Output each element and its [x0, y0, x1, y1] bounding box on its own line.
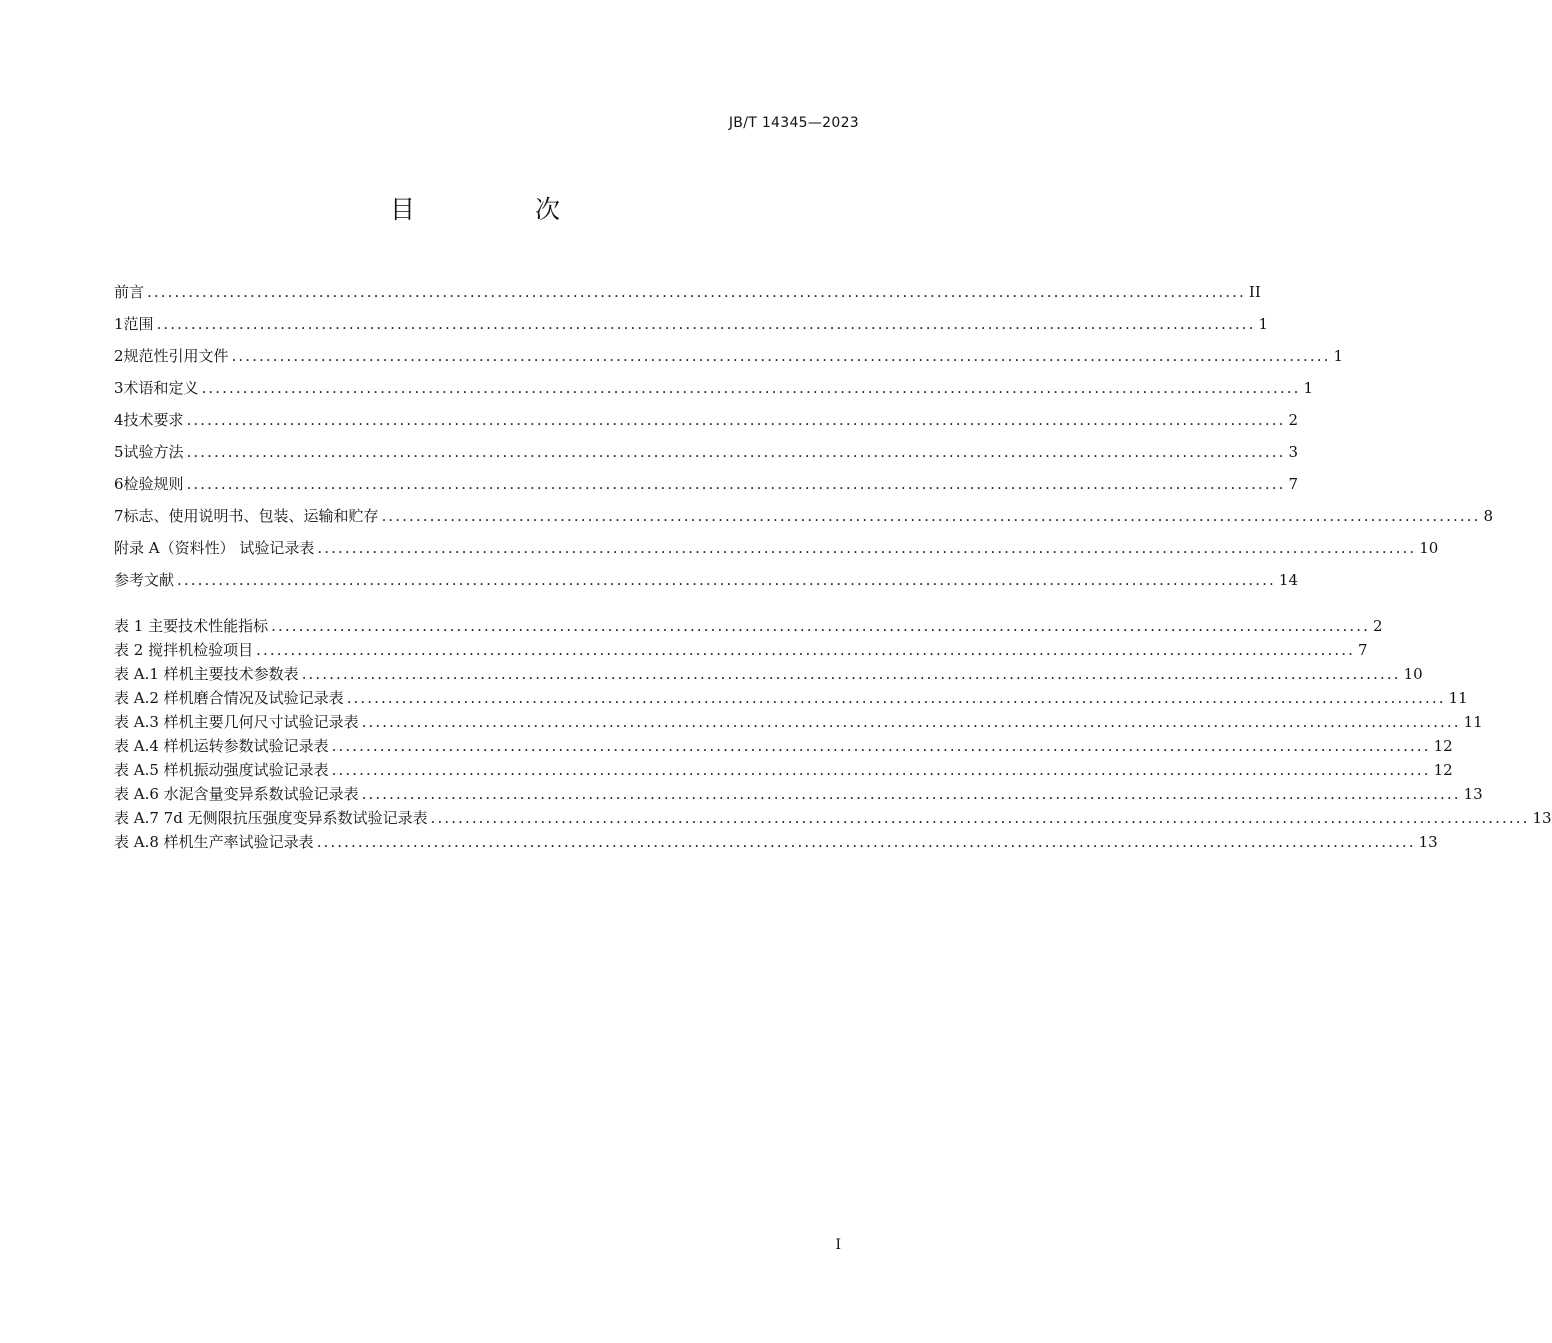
toc-entry-page: 2	[1288, 411, 1298, 429]
toc-entry-number: 5	[114, 443, 124, 461]
dot-leader: ................................................................................................................................................................	[177, 571, 1276, 589]
table-entry-label: 表 A.6 水泥含量变异系数试验记录表	[114, 785, 359, 803]
table-entry-page: 13	[1532, 809, 1552, 827]
toc-entry-label: 术语和定义	[123, 379, 199, 397]
table-entry-label: 表 A.2 样机磨合情况及试验记录表	[114, 689, 344, 707]
toc-entry-number: 3	[114, 379, 124, 397]
dot-leader: ................................................................................................................................................................	[361, 713, 1461, 731]
toc-entry-page: 8	[1483, 507, 1493, 525]
table-entry-page: 11	[1448, 689, 1468, 707]
page-number: I	[835, 1237, 841, 1253]
dot-leader: ................................................................................................................................................................	[316, 833, 1416, 851]
table-entry[interactable]	[114, 735, 1453, 759]
toc-entry-label: 范围	[123, 315, 154, 333]
toc-entry[interactable]	[114, 567, 1298, 599]
dot-leader: ................................................................................................................................................................	[186, 475, 1286, 493]
toc-entry-page: 1	[1303, 379, 1313, 397]
toc-entry-page: 1	[1258, 315, 1268, 333]
table-entry-label: 表 A.7 7d 无侧限抗压强度变异系数试验记录表	[114, 809, 428, 827]
toc-entry-page: II	[1248, 283, 1261, 301]
toc-entry-number: 4	[114, 411, 124, 429]
dot-leader: ................................................................................................................................................................	[147, 283, 1246, 301]
toc-entry-page: 3	[1288, 443, 1298, 461]
table-entry-page: 11	[1463, 713, 1483, 731]
dot-leader: ................................................................................................................................................................	[381, 507, 1481, 525]
dot-leader: ................................................................................................................................................................	[156, 315, 1256, 333]
table-entry-page: 12	[1433, 737, 1453, 755]
table-entry-label: 表 A.3 样机主要几何尺寸试验记录表	[114, 713, 359, 731]
toc-entry-label: 前言	[114, 283, 145, 301]
toc-entry[interactable]	[114, 471, 1298, 503]
page-title: 目 次	[390, 195, 616, 224]
dot-leader: ................................................................................................................................................................	[317, 539, 1417, 557]
standard-code: JB/T 14345—2023	[728, 115, 859, 131]
toc-entry-page: 7	[1288, 475, 1298, 493]
table-entry-page: 2	[1372, 617, 1383, 635]
toc-entry-label: 附录 A（资料性） 试验记录表	[114, 539, 315, 557]
toc-entry[interactable]	[114, 503, 1493, 535]
table-entry-page: 10	[1403, 665, 1423, 683]
dot-leader: ................................................................................................................................................................	[186, 411, 1286, 429]
table-entry-label: 表 A.8 样机生产率试验记录表	[114, 833, 314, 851]
table-entry[interactable]	[114, 615, 1383, 639]
table-entry-label: 表 A.1 样机主要技术参数表	[114, 665, 299, 683]
dot-leader: ................................................................................................................................................................	[346, 689, 1446, 707]
dot-leader: ................................................................................................................................................................	[271, 617, 1370, 635]
toc-list	[114, 279, 1493, 599]
dot-leader: ................................................................................................................................................................	[331, 737, 1431, 755]
table-entry[interactable]	[114, 807, 1552, 831]
table-entry[interactable]	[114, 759, 1453, 783]
dot-leader: ................................................................................................................................................................	[186, 443, 1286, 461]
dot-leader: ................................................................................................................................................................	[361, 785, 1461, 803]
toc-entry-label: 技术要求	[123, 411, 184, 429]
toc-entry[interactable]	[114, 279, 1261, 311]
table-entry[interactable]	[114, 663, 1423, 687]
toc-entry-label: 试验方法	[123, 443, 184, 461]
table-entry-label: 表 2 搅拌机检验项目	[114, 641, 254, 659]
toc-entry[interactable]	[114, 439, 1298, 471]
table-entry-label: 表 A.4 样机运转参数试验记录表	[114, 737, 329, 755]
dot-leader: ................................................................................................................................................................	[430, 809, 1530, 827]
table-entry[interactable]	[114, 783, 1483, 807]
table-entry-label: 表 1 主要技术性能指标	[114, 617, 269, 635]
toc-entry-number: 6	[114, 475, 124, 493]
toc-entry[interactable]	[114, 375, 1313, 407]
table-entry-page: 13	[1463, 785, 1483, 803]
toc-entry-number: 7	[114, 507, 124, 525]
table-entry-page: 12	[1433, 761, 1453, 779]
toc-entry[interactable]	[114, 311, 1268, 343]
toc-entry-number: 1	[114, 315, 124, 333]
table-entry[interactable]	[114, 711, 1483, 735]
table-entry-page: 7	[1357, 641, 1368, 659]
toc-entry-page: 14	[1278, 571, 1298, 589]
toc-entry-page: 10	[1419, 539, 1439, 557]
dot-leader: ................................................................................................................................................................	[256, 641, 1355, 659]
dot-leader: ................................................................................................................................................................	[301, 665, 1401, 683]
table-entry-label: 表 A.5 样机振动强度试验记录表	[114, 761, 329, 779]
toc-entry-number: 2	[114, 347, 124, 365]
toc-entry-label: 标志、使用说明书、包装、运输和贮存	[123, 507, 379, 525]
table-entry[interactable]	[114, 687, 1468, 711]
table-entry[interactable]	[114, 639, 1368, 663]
toc-entry-label: 规范性引用文件	[123, 347, 229, 365]
table-list	[114, 615, 1552, 855]
dot-leader: ................................................................................................................................................................	[331, 761, 1431, 779]
toc-entry[interactable]	[114, 407, 1298, 439]
toc-entry[interactable]	[114, 343, 1343, 375]
dot-leader: ................................................................................................................................................................	[231, 347, 1331, 365]
toc-entry[interactable]	[114, 535, 1439, 567]
table-entry[interactable]	[114, 831, 1438, 855]
toc-entry-label: 参考文献	[114, 571, 175, 589]
dot-leader: ................................................................................................................................................................	[201, 379, 1301, 397]
toc-entry-label: 检验规则	[123, 475, 184, 493]
table-entry-page: 13	[1418, 833, 1438, 851]
toc-entry-page: 1	[1333, 347, 1343, 365]
